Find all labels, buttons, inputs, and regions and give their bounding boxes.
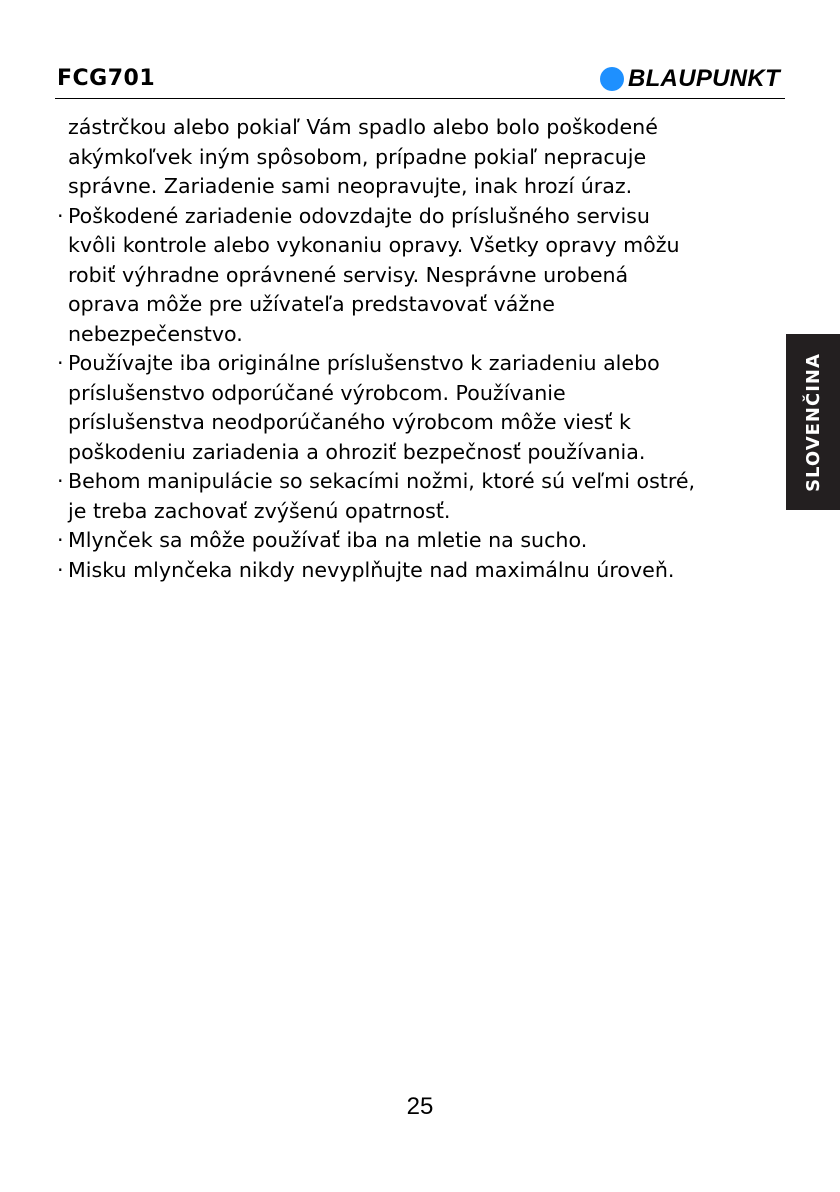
text-line: [57, 408, 777, 438]
text-line: [57, 290, 777, 320]
line-text: poškodeniu zariadenia a ohroziť bezpečnosť používania.: [68, 439, 646, 464]
brand-dot-icon: [600, 67, 624, 91]
bullet-marker: ·: [57, 469, 64, 493]
language-tab: [786, 334, 840, 510]
line-text: príslušenstva neodporúčaného výrobcom môže viesť k: [68, 410, 631, 434]
instructions-text: [57, 113, 777, 585]
line-text: nebezpečenstvo.: [68, 321, 243, 346]
text-line: [57, 172, 777, 202]
line-text: príslušenstvo odporúčané výrobcom. Používanie: [68, 380, 566, 405]
bullet-line: [57, 467, 777, 497]
text-line: [57, 438, 777, 468]
line-text: kvôli kontrole alebo vykonaniu opravy. Všetky opravy môžu: [68, 233, 680, 257]
brand-name: BLAUPUNKT: [627, 65, 780, 92]
bullet-marker: ·: [57, 203, 64, 228]
text-line: [57, 497, 777, 527]
brand-logo: [600, 65, 780, 93]
bullet-line: [57, 202, 777, 232]
line-text: Poškodené zariadenie odovzdajte do príslušného servisu: [68, 203, 650, 228]
text-line: [57, 113, 777, 143]
bullet-line: [57, 349, 777, 379]
text-line: [57, 231, 777, 261]
line-text: správne. Zariadenie sami neopravujte, inak hrozí úraz.: [68, 174, 633, 198]
line-text: oprava môže pre užívateľa predstavovať vážne: [68, 292, 555, 316]
line-text: zástrčkou alebo pokiaľ Vám spadlo alebo bolo poškodené: [68, 115, 658, 139]
text-line: [57, 261, 777, 291]
line-text: Behom manipulácie so sekacími nožmi, ktoré sú veľmi ostré,: [68, 469, 696, 493]
bullet-line: [57, 526, 777, 556]
line-text: Mlynček sa môže používať iba na mletie na sucho.: [68, 528, 588, 552]
page-number: 25: [406, 1093, 434, 1120]
bullet-marker: ·: [57, 528, 64, 552]
line-text: Misku mlynčeka nikdy nevyplňujte nad maximálnu úroveň.: [68, 557, 675, 582]
bullet-line: [57, 556, 777, 586]
header-divider: [55, 98, 785, 99]
text-line: [57, 379, 777, 409]
text-line: [57, 320, 777, 350]
line-text: akýmkoľvek iným spôsobom, prípadne pokiaľ nepracuje: [68, 144, 647, 169]
model-number: FCG701: [57, 66, 156, 91]
language-tab-label: SLOVENČINA: [802, 352, 824, 492]
text-line: [57, 143, 777, 173]
bullet-marker: ·: [57, 351, 64, 375]
line-text: je treba zachovať zvýšenú opatrnosť.: [68, 498, 451, 523]
line-text: Používajte iba originálne príslušenstvo k zariadeniu alebo: [68, 351, 660, 375]
line-text: robiť výhradne oprávnené servisy. Nesprávne urobená: [68, 262, 629, 287]
bullet-marker: ·: [57, 557, 64, 582]
